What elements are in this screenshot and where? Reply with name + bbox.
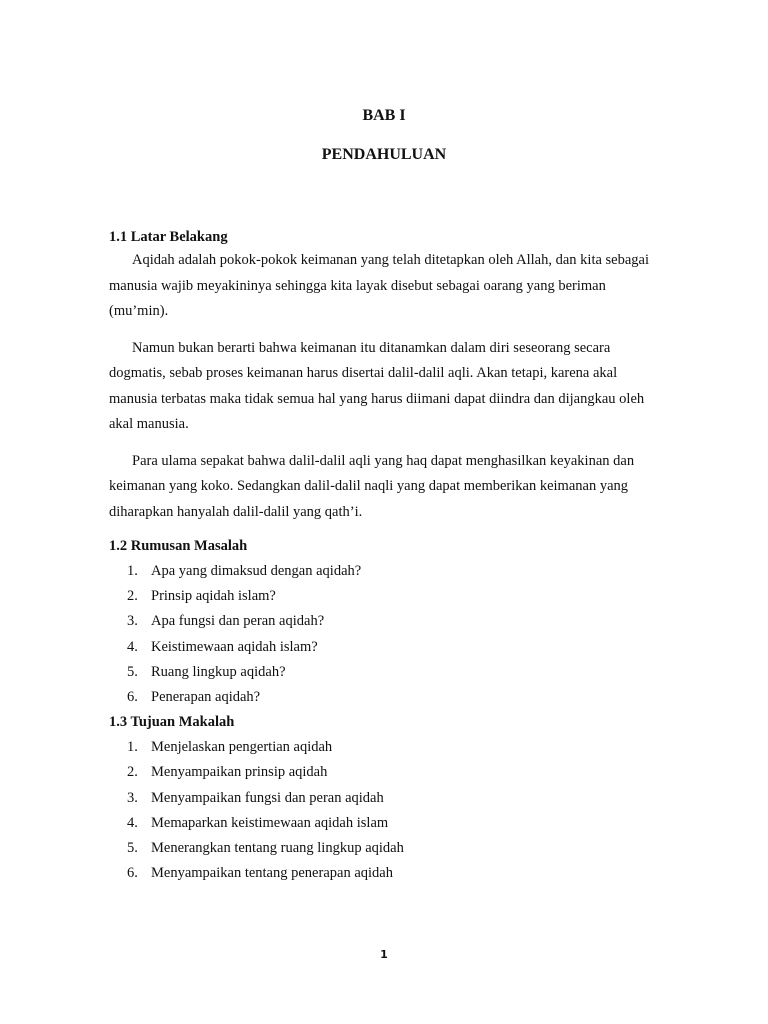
list-number: 1. (127, 739, 138, 756)
chapter-label: BAB I (362, 107, 406, 124)
list-item (127, 609, 649, 634)
list-number: 5. (127, 663, 138, 680)
list-number: 5. (127, 840, 138, 857)
list-text: Keistimewaan aqidah islam? (151, 638, 318, 655)
list-number: 6. (127, 865, 138, 882)
list-item (127, 660, 649, 685)
list-text: Menyampaikan prinsip aqidah (151, 764, 328, 781)
tujuan-makalah-list (109, 735, 649, 886)
list-text: Prinsip aqidah islam? (151, 588, 276, 605)
list-text: Menyampaikan fungsi dan peran aqidah (151, 789, 384, 806)
list-text: Menyampaikan tentang penerapan aqidah (151, 865, 393, 882)
list-item (127, 635, 649, 660)
list-number: 3. (127, 613, 138, 630)
list-item (127, 559, 649, 584)
list-text: Penerapan aqidah? (151, 689, 261, 706)
chapter-title: PENDAHULUAN (321, 146, 447, 163)
document-body (109, 228, 649, 886)
paragraph-para-ulama: Para ulama sepakat bahwa dalil-dalil aqli yang haq dapat menghasilkan keyakinan dan keimanan yang koko. Sedangkan dalil-dalil naqli yang dapat memberikan keimanan yang diharapkan hanyalah dalil-dalil yang qath’i. (109, 452, 635, 520)
list-number: 3. (127, 789, 138, 806)
page-number: 1 (380, 948, 388, 961)
list-text: Memaparkan keistimewaan aqidah islam (151, 814, 389, 831)
list-item (127, 811, 649, 836)
list-number: 2. (127, 588, 138, 605)
paragraph-keimanan-dogmatis: Namun bukan berarti bahwa keimanan itu ditanamkan dalam diri seseorang secara dogmatis, sebab proses keimanan harus disertai dalil-dalil aqli. Akan tetapi, karena akal manusia terbatas maka tidak semua hal yang harus diimani dapat diindra dan dijangkau oleh akal manusia. (109, 339, 645, 432)
list-text: Ruang lingkup aqidah? (151, 663, 286, 680)
rumusan-masalah-list (109, 559, 649, 710)
paragraph-aqidah-definition: Aqidah adalah pokok-pokok keimanan yang telah ditetapkan oleh Allah, dan kita sebagai manusia wajib meyakininya sehingga kita layak disebut sebagai oarang yang beriman (mu’min). (109, 252, 650, 319)
list-number: 2. (127, 764, 138, 781)
list-item (127, 584, 649, 609)
section-heading-latar-belakang: 1.1 Latar Belakang (109, 229, 228, 245)
list-number: 4. (127, 638, 138, 655)
list-number: 1. (127, 563, 138, 579)
list-item (127, 685, 649, 710)
list-item (127, 735, 649, 760)
list-item (127, 836, 649, 861)
list-text: Menerangkan tentang ruang lingkup aqidah (151, 840, 404, 857)
list-text: Apa fungsi dan peran aqidah? (151, 613, 325, 630)
section-heading-tujuan-makalah: 1.3 Tujuan Makalah (109, 714, 235, 731)
list-number: 4. (127, 814, 138, 831)
list-item (127, 760, 649, 785)
list-number: 6. (127, 689, 138, 706)
section-heading-rumusan-masalah: 1.2 Rumusan Masalah (109, 538, 248, 554)
list-text: Apa yang dimaksud dengan aqidah? (151, 563, 362, 579)
list-item (127, 786, 649, 811)
list-item (127, 861, 649, 886)
list-text: Menjelaskan pengertian aqidah (151, 739, 333, 756)
